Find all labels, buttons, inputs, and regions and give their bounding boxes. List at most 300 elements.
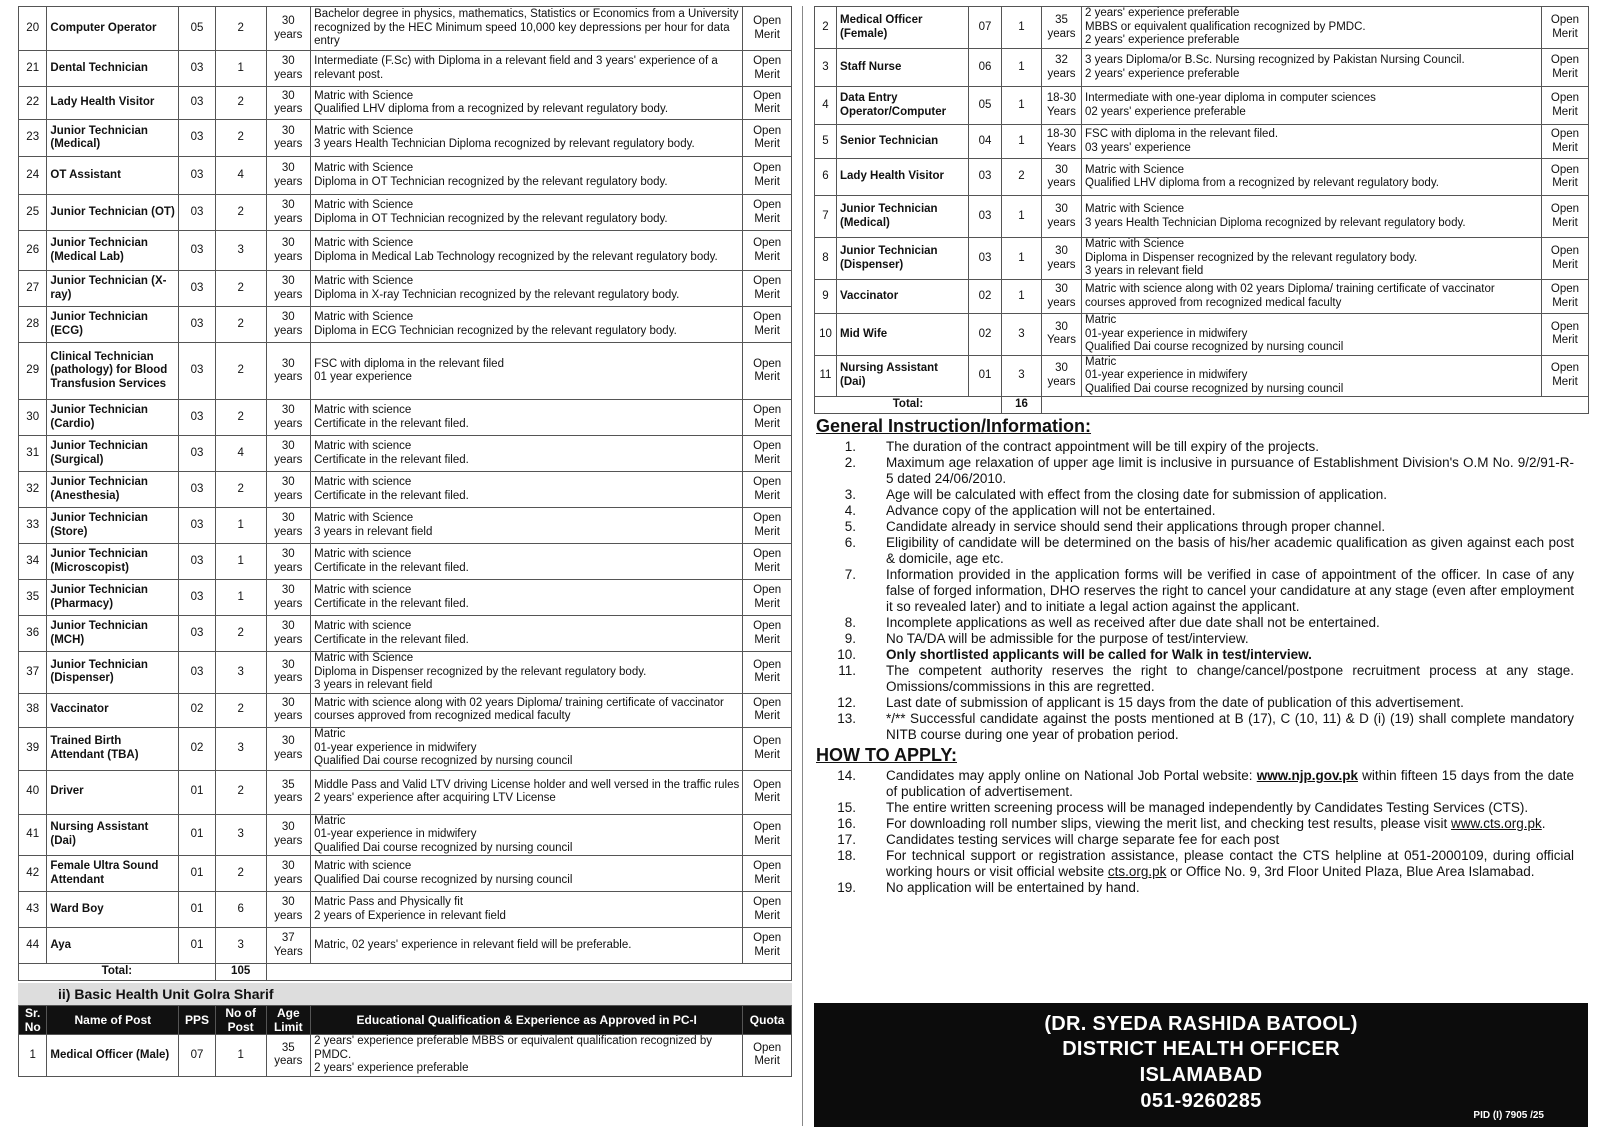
qualification-line: 2 years' experience preferable [1085,67,1240,80]
table-row [815,49,1589,87]
age-limit [266,892,311,928]
quota-line: Open [753,311,782,323]
age-line: years [274,909,303,922]
post-name: Trained Birth Attendant (TBA) [47,727,179,770]
age-line: years [1047,216,1076,229]
qualification [311,195,743,231]
apply-text-pre: For technical support or registration assistance, please contact the CTS helpline at 051-2000109, during official working hours or visit official website [886,848,1574,879]
qualification-line: 3 years Health Technician Diploma recognized by relevant regulatory body. [314,138,695,150]
pps-grade: 03 [179,51,216,87]
post-name: Junior Technician (Cardio) [47,400,179,436]
quota-line: Open [753,620,782,632]
quota [743,271,792,307]
quota [743,436,792,472]
officer-title: DISTRICT HEALTH OFFICER [1062,1038,1340,1060]
row-number: 21 [19,51,47,87]
row-number: 25 [19,195,47,231]
post-count: 3 [1002,355,1042,397]
qualification [311,1035,743,1077]
age-line: years [274,103,303,115]
post-count: 3 [1002,314,1042,356]
row-number: 38 [19,693,47,727]
qualification-line: Certificate in the relevant filed. [314,417,469,430]
qualification-line: Qualified LHV diploma from a recognized by relevant regulatory body. [314,103,669,115]
qualification-line: FSC with diploma in the relevant filed. [1085,128,1279,140]
column-divider [802,6,803,1126]
age-line: years [274,212,303,225]
posts-table-right [814,6,1589,414]
instruction-text: Information provided in the application forms will be verified in case of appointment of the officer. In case of any false of forged information, DHO reserves the right to cancel your candidature at any stage (even after employment it so revealed later) and to initiate a legal action against the applicant. [886,567,1574,614]
quota-line: Open [753,476,782,488]
post-name: Medical Officer (Female) [837,7,969,49]
table-row [19,51,792,87]
pps-grade: 03 [179,271,216,307]
pps-grade: 01 [969,355,1002,397]
qualification [311,892,743,928]
qualification-line: Matric Pass and Physically fit [314,896,464,908]
qualification-line: 01-year experience in midwifery [1085,327,1248,340]
row-number: 7 [815,196,837,238]
instruction-item [814,487,1588,503]
table-row [19,508,792,544]
quota-line: Open [1550,14,1580,26]
instruction-text: Candidate already in service should send their applications through proper channel. [886,519,1386,534]
row-number: 22 [19,87,47,120]
age-limit [266,195,311,231]
qualification-line: Diploma in X-ray Technician recognized by the relevant regulatory body. [314,288,680,301]
row-number: 39 [19,727,47,770]
post-count: 1 [215,1035,266,1077]
instruction-text: No TA/DA will be admissible for the purpose of test/interview. [886,631,1249,646]
apply-text [886,768,1588,800]
pps-grade: 03 [179,87,216,120]
quota [1542,49,1589,87]
qualification-line: Matric with Science [1085,238,1185,251]
qualification-line: Intermediate (F.Sc) with Diploma in a relevant field and 3 years' experience of a relevant post. [314,55,718,81]
instruction-number: 1. [844,439,856,454]
age-limit [1042,314,1082,356]
pid-number: PID (I) 7905 /25 [1473,1110,1544,1121]
left-column [18,6,792,1077]
age-limit [1042,49,1082,87]
quota-line: Merit [754,597,780,610]
apply-text [886,880,1588,896]
table-row [815,238,1589,280]
qualification [1082,87,1542,125]
quota-line: Open [1550,320,1580,333]
table-row [19,400,792,436]
table-row [19,652,792,694]
quota-line: Open [753,860,782,872]
age-limit [266,1035,311,1077]
pps-grade: 06 [969,49,1002,87]
post-count: 2 [1002,159,1042,196]
age-limit [266,343,311,400]
post-name: Female Ultra Sound Attendant [47,856,179,892]
qualification-line: Matric with Science [314,275,414,287]
age-line: years [1047,67,1076,80]
apply-text [886,800,1588,816]
quota [1542,314,1589,356]
qualification [311,472,743,508]
age-limit [266,307,311,343]
age-line: 30 [281,311,295,323]
age-line: years [274,371,303,383]
age-limit [266,51,311,87]
quota [743,508,792,544]
qualification [311,51,743,87]
age-line: years [1047,258,1076,271]
pps-grade: 03 [969,196,1002,238]
quota-line: Open [753,89,782,102]
quota-line: Merit [754,138,780,150]
qualification-line: Certificate in the relevant filed. [314,453,469,466]
instruction-number: 13. [837,711,856,726]
qualification-line: Qualified Dai course recognized by nursing council [314,841,573,854]
instructions-heading: General Instruction/Information: [816,416,1092,436]
quota [743,120,792,157]
qualification-line: 01-year experience in midwifery [314,828,477,840]
qualification [311,616,743,652]
pps-grade: 03 [179,652,216,694]
row-number: 32 [19,472,47,508]
instruction-item [814,567,1588,615]
table-row [19,436,792,472]
post-name: Nursing Assistant (Dai) [837,355,969,397]
pps-grade: 02 [179,693,216,727]
age-limit [266,271,311,307]
pps-grade: 03 [179,472,216,508]
table-row [815,7,1589,49]
post-name: Computer Operator [47,7,179,51]
age-limit [1042,280,1082,314]
quota-line: Open [753,1041,782,1054]
quota-line: Merit [754,909,780,922]
post-count: 2 [215,271,266,307]
instruction-number: 6. [844,535,856,550]
quota-line: Merit [1552,105,1578,118]
post-count: 6 [215,892,266,928]
qualification-line: Bachelor degree in physics, mathematics, Statistics or Economics from a University recognized by the HEC Minimum speed 10,000 key depressions per hour for data entry [314,8,739,48]
pps-grade: 01 [179,814,216,856]
table-row [19,770,792,814]
quota-line: Merit [1552,375,1578,388]
post-name: Vaccinator [47,693,179,727]
quota-line: Open [753,15,782,27]
qualification [311,928,743,964]
quota-line: Open [753,696,782,709]
age-limit [266,508,311,544]
row-number: 4 [815,87,837,125]
age-line: years [274,748,303,761]
total-value: 105 [215,964,266,981]
table-row [19,307,792,343]
apply-text [886,848,1588,880]
pps-grade: 03 [179,616,216,652]
qualification-line: Matric with science [314,476,412,488]
age-limit [266,693,311,727]
qualification-line: 2 years' experience preferable [314,1062,469,1074]
quota [1542,159,1589,196]
age-line: 30 [281,821,295,834]
quota-line: Merit [754,561,780,574]
post-name: Junior Technician (Medical Lab) [47,231,179,271]
post-count: 4 [215,436,266,472]
quota-line: Merit [1552,258,1578,271]
instruction-number: 7. [844,567,856,582]
row-number: 33 [19,508,47,544]
age-line: 30 [281,89,295,102]
quota [743,472,792,508]
qualification-line: Matric with Science [314,652,414,664]
post-count: 1 [1002,196,1042,238]
post-name: Senior Technician [837,125,969,159]
instruction-text: The competent authority reserves the right to change/cancel/postpone recruitment process at any stage. Omissions/commissions in this are regretted. [886,663,1574,694]
post-name: Aya [47,928,179,964]
website-link[interactable]: www.njp.gov.pk [1256,768,1358,783]
apply-number: 14. [837,768,856,783]
age-line: 30 [1055,163,1068,176]
post-name: Dental Technician [47,51,179,87]
qualification-line: Matric with science [314,548,412,560]
qualification [311,652,743,694]
qualification-line: 03 years' experience [1085,141,1191,154]
quota [743,693,792,727]
apply-number: 19. [837,880,856,895]
qualification-line: 01 year experience [314,371,412,383]
quota-line: Merit [1552,141,1578,154]
age-line: years [274,525,303,538]
age-limit [1042,7,1082,49]
table-row [815,196,1589,238]
quota-line: Open [1550,163,1580,176]
row-number: 41 [19,814,47,856]
instruction-item [814,455,1588,487]
quota-line: Open [1550,283,1580,295]
website-link[interactable]: www.cts.org.pk [1451,816,1542,831]
qualification [1082,125,1542,159]
instruction-text: */** Successful candidate against the posts mentioned at B (17), C (10, 11) & D (i) (19) shall complete mandatory NITB course during one year of probation period. [886,711,1574,742]
apply-text-post: . [1541,816,1546,831]
post-count: 1 [1002,125,1042,159]
post-name: Driver [47,770,179,814]
age-line: 18-30 [1046,92,1077,104]
row-number: 37 [19,652,47,694]
qualification-line: Matric [314,728,346,741]
qualification-line: Matric [1085,314,1117,326]
quota-line: Merit [1552,67,1578,80]
table-row [19,87,792,120]
pps-grade: 03 [179,580,216,616]
age-limit [266,616,311,652]
pps-grade: 03 [179,231,216,271]
qualification-line: 2 years' experience preferable MBBS or equivalent qualification recognized by PMDC. [314,1035,713,1061]
age-line: 30 [281,860,295,872]
total-row [815,397,1589,414]
row-number: 6 [815,159,837,196]
age-line: 30 [281,658,295,671]
age-line: Years [1047,141,1076,154]
age-line: 30 [281,584,295,596]
post-count: 1 [1002,7,1042,49]
qualification-line: Certificate in the relevant filed. [314,561,469,574]
quota [743,1035,792,1077]
quota-line: Open [753,735,782,747]
post-count: 3 [215,652,266,694]
instruction-number: 3. [844,487,856,502]
qualification-line: Matric with Science [1085,163,1185,176]
age-limit [266,544,311,580]
qualification-line: Qualified Dai course recognized by nursing council [1085,382,1344,395]
quota-line: Merit [754,324,780,337]
quota-line: Open [1550,92,1580,104]
quota-line: Merit [1552,27,1578,40]
quota-line: Merit [754,250,780,263]
table-row [19,544,792,580]
table-row [19,157,792,195]
post-name: OT Assistant [47,157,179,195]
apply-text-post: within fifteen 15 days from the date of publication of advertisement. [886,768,1575,799]
age-line: 35 [1055,14,1068,26]
instruction-number: 9. [844,631,856,646]
quota-line: Merit [1552,296,1578,309]
qualification-line: Matric with science along with 02 years Diploma/ training certificate of vaccinator courses approved from recognized medical faculty [314,696,724,722]
signature-block [814,1003,1588,1127]
age-line: 30 [281,735,295,747]
qualification [311,157,743,195]
age-line: 30 [281,512,295,524]
apply-item [814,800,1588,816]
instruction-item [814,631,1588,647]
age-limit [266,436,311,472]
quota-line: Merit [754,525,780,538]
qualification-line: FSC with diploma in the relevant filed [314,357,504,370]
age-line: 30 [281,199,295,211]
posts-table-bhu [18,1005,792,1077]
apply-text [886,816,1588,832]
row-number: 43 [19,892,47,928]
row-number: 10 [815,314,837,356]
pps-grade: 02 [179,727,216,770]
age-limit [266,770,311,814]
qualification-line: 3 years in relevant field [314,525,433,538]
post-count: 2 [215,87,266,120]
age-line: 30 [281,548,295,560]
post-name: Lady Health Visitor [47,87,179,120]
age-limit [1042,355,1082,397]
quota [1542,238,1589,280]
table-row [19,7,792,51]
qualification-line: Diploma in Dispenser recognized by the relevant regulatory body. [314,665,647,678]
quota-line: Merit [754,103,780,115]
table-row [815,280,1589,314]
post-count: 2 [215,616,266,652]
instruction-item [814,503,1588,519]
age-line: 35 [281,1041,295,1054]
row-number: 1 [19,1035,47,1077]
age-line: 30 [281,696,295,709]
row-number: 23 [19,120,47,157]
table-row [19,814,792,856]
website-link[interactable]: cts.org.pk [1107,864,1167,879]
row-number: 20 [19,7,47,51]
officer-phone: 051-9260285 [1140,1090,1262,1112]
age-line: 30 [281,237,295,249]
quota-line: Merit [1552,334,1578,347]
post-name: Mid Wife [837,314,969,356]
total-label: Total: [815,397,1002,414]
quota-line: Open [753,658,782,671]
post-count: 3 [215,231,266,271]
qualification-line: 2 years' experience after acquiring LTV License [314,792,556,804]
qualification-line: Matric, 02 years' experience in relevant field will be preferable. [314,938,632,951]
post-name: Junior Technician (Pharmacy) [47,580,179,616]
instruction-item [814,711,1588,743]
age-limit [266,727,311,770]
age-limit [266,652,311,694]
qualification-line: Matric [314,814,346,827]
age-line: 30 [1055,245,1068,257]
qualification-line: Matric with Science [1085,203,1185,215]
quota-line: Merit [1552,216,1578,229]
age-line: years [1047,375,1076,388]
pps-grade: 03 [179,508,216,544]
pps-grade: 02 [969,280,1002,314]
age-line: years [274,288,303,301]
age-line: years [274,417,303,430]
qualification-line: Matric with Science [314,124,414,137]
age-limit [266,928,311,964]
instruction-number: 5. [844,519,856,534]
age-line: years [274,175,303,188]
quota-line: Open [753,404,782,416]
post-name: Junior Technician (Medical) [47,120,179,157]
post-count: 1 [1002,238,1042,280]
age-limit [266,580,311,616]
row-number: 5 [815,125,837,159]
table-row [19,892,792,928]
qualification [311,120,743,157]
age-line: 30 [281,404,295,416]
quota [743,343,792,400]
quota [743,87,792,120]
quota [1542,87,1589,125]
quota [743,7,792,51]
quota [743,580,792,616]
apply-text-pre: For downloading roll number slips, viewing the merit list, and checking test results, please visit [886,816,1452,831]
post-count: 1 [215,580,266,616]
qualification-line: 3 years Health Technician Diploma recognized by relevant regulatory body. [1085,216,1466,229]
post-count: 2 [215,472,266,508]
pps-grade: 03 [179,195,216,231]
age-line: 30 [1055,320,1068,333]
age-limit [1042,238,1082,280]
age-line: 30 [281,15,295,27]
post-count: 2 [215,400,266,436]
pps-grade: 07 [179,1035,216,1077]
post-name: Junior Technician (X-ray) [47,271,179,307]
instruction-text: Incomplete applications as well as received after due date shall not be entertained. [886,615,1380,630]
post-count: 2 [215,856,266,892]
qualification-line: Diploma in OT Technician recognized by the relevant regulatory body. [314,175,668,188]
quota-line: Merit [754,28,780,41]
quota [743,544,792,580]
age-line: 30 [281,275,295,287]
age-limit [266,120,311,157]
age-limit [1042,87,1082,125]
qualification-line: Matric with science [314,620,412,632]
qualification-line: Matric with science [314,584,412,596]
